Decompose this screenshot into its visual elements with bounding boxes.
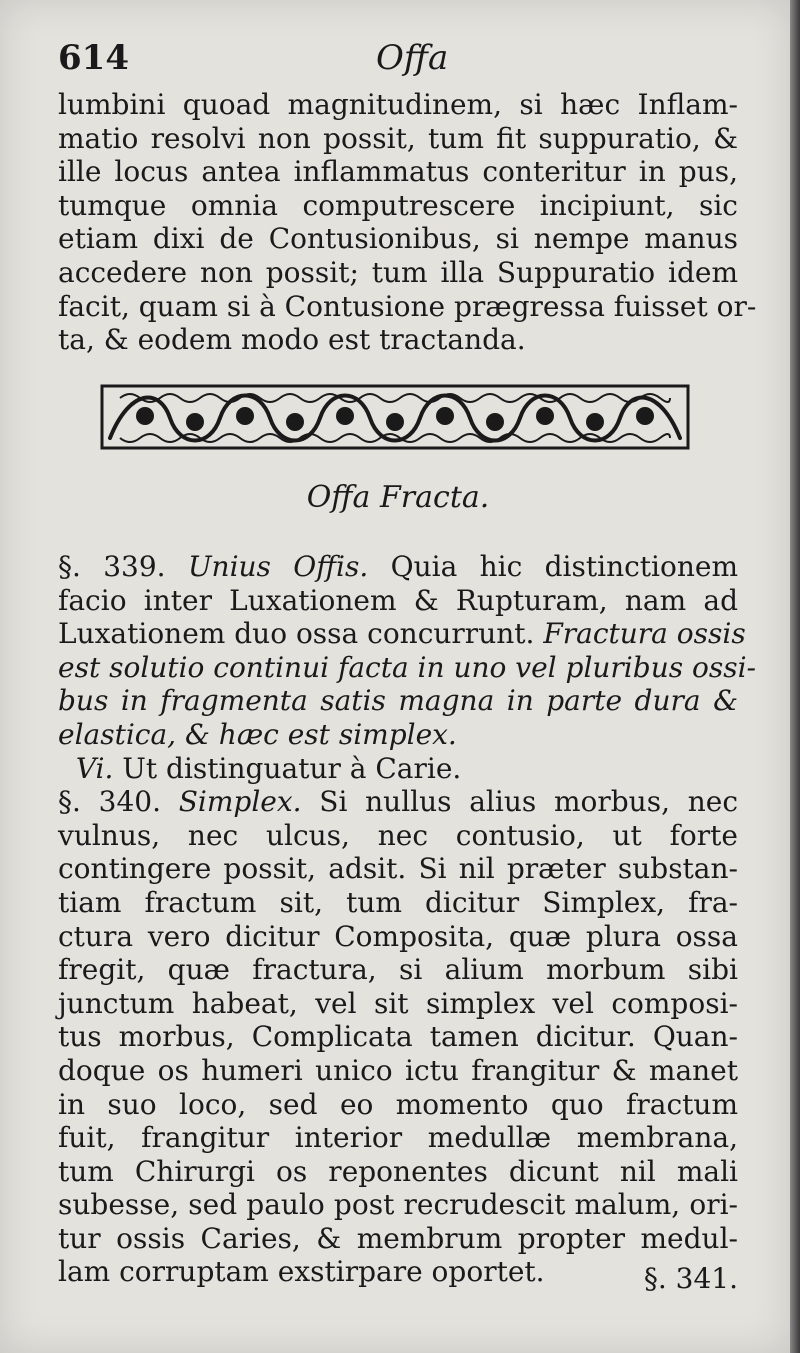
text-line: contingere possit, adsit. Si nil præter substan- bbox=[58, 852, 738, 886]
text-line: est solutio continui facta in uno vel pluribus ossi- bbox=[58, 650, 757, 684]
text-line: lumbini quoad magnitudinem, si hæc Inflam- bbox=[58, 88, 738, 121]
page-edge-shadow bbox=[790, 0, 800, 1353]
text-run: Ut distinguatur à Carie. bbox=[113, 751, 462, 785]
text-line: etiam dixi de Contusionibus, si nempe manus bbox=[58, 222, 738, 256]
paragraph-mark: §. 340. bbox=[58, 785, 179, 819]
text-line: facit, quam si à Contusione prægressa fuisset or- bbox=[58, 289, 757, 323]
italic-run: Vi. bbox=[75, 751, 114, 785]
text-line bbox=[58, 550, 738, 584]
running-head: Offa bbox=[376, 38, 449, 78]
text-line: junctum habeat, vel sit simplex vel composi- bbox=[58, 986, 738, 1020]
section-body bbox=[58, 550, 757, 1289]
text-line: ctura vero dicitur Composita, quæ plura ossa bbox=[58, 919, 738, 953]
section-title: Offa Fracta. bbox=[306, 480, 490, 515]
text-line: tum Chirurgi os reponentes dicunt nil mali bbox=[58, 1154, 738, 1188]
text-line: tumque omnia computrescere incipiunt, sic bbox=[58, 188, 738, 222]
text-line: fuit, frangitur interior medullæ membrana, bbox=[58, 1121, 738, 1155]
text-line: elastica, & hæc est simplex. bbox=[58, 717, 457, 751]
catchword: §. 341. bbox=[643, 1262, 738, 1295]
page-number: 614 bbox=[58, 38, 129, 78]
marginal-heading: Unius Offis. bbox=[187, 550, 369, 583]
ornamental-fleuron-band-icon bbox=[100, 378, 690, 456]
text-line bbox=[58, 752, 738, 786]
text-line: facio inter Luxationem & Rupturam, nam ad bbox=[58, 583, 738, 617]
text-line bbox=[58, 617, 746, 651]
paragraph-continuation bbox=[58, 88, 757, 357]
text-line: vulnus, nec ulcus, nec contusio, ut forte bbox=[58, 818, 738, 852]
text-line: tus morbus, Complicata tamen dicitur. Quan- bbox=[58, 1020, 738, 1054]
text-line: tur ossis Caries, & membrum propter medul- bbox=[58, 1221, 738, 1255]
text-line bbox=[58, 785, 738, 819]
marginal-heading: Simplex. bbox=[178, 785, 302, 819]
text-run: Quia hic distinctionem bbox=[368, 550, 739, 583]
text-run: Si nullus alius morbus, nec bbox=[301, 785, 738, 819]
text-run: Luxationem duo ossa concurrunt. bbox=[58, 617, 544, 651]
paragraph-mark: §. 339. bbox=[58, 550, 188, 583]
text-line: fregit, quæ fractura, si alium morbum sibi bbox=[58, 953, 738, 987]
italic-run: Fractura ossis bbox=[543, 617, 746, 651]
text-line: subesse, sed paulo post recrudescit malum, ori- bbox=[58, 1188, 738, 1222]
text-line: bus in fragmenta satis magna in parte dura & bbox=[58, 684, 738, 718]
text-line: accedere non possit; tum illa Suppuratio idem bbox=[58, 255, 738, 289]
text-line: in suo loco, sed eo momento quo fractum bbox=[58, 1087, 738, 1121]
text-line: ta, & eodem modo est tractanda. bbox=[58, 323, 526, 357]
text-line: doque os humeri unico ictu frangitur & manet bbox=[58, 1053, 738, 1087]
page-footer bbox=[58, 1262, 738, 1302]
text-line: tiam fractum sit, tum dicitur Simplex, fra- bbox=[58, 885, 738, 919]
text-line: ille locus antea inflammatus conteritur in pus, bbox=[58, 155, 738, 189]
page-header bbox=[58, 38, 738, 90]
text-line: lam corruptam exstirpare oportet. bbox=[58, 1255, 545, 1289]
text-line: matio resolvi non possit, tum fit suppuratio, & bbox=[58, 121, 738, 155]
